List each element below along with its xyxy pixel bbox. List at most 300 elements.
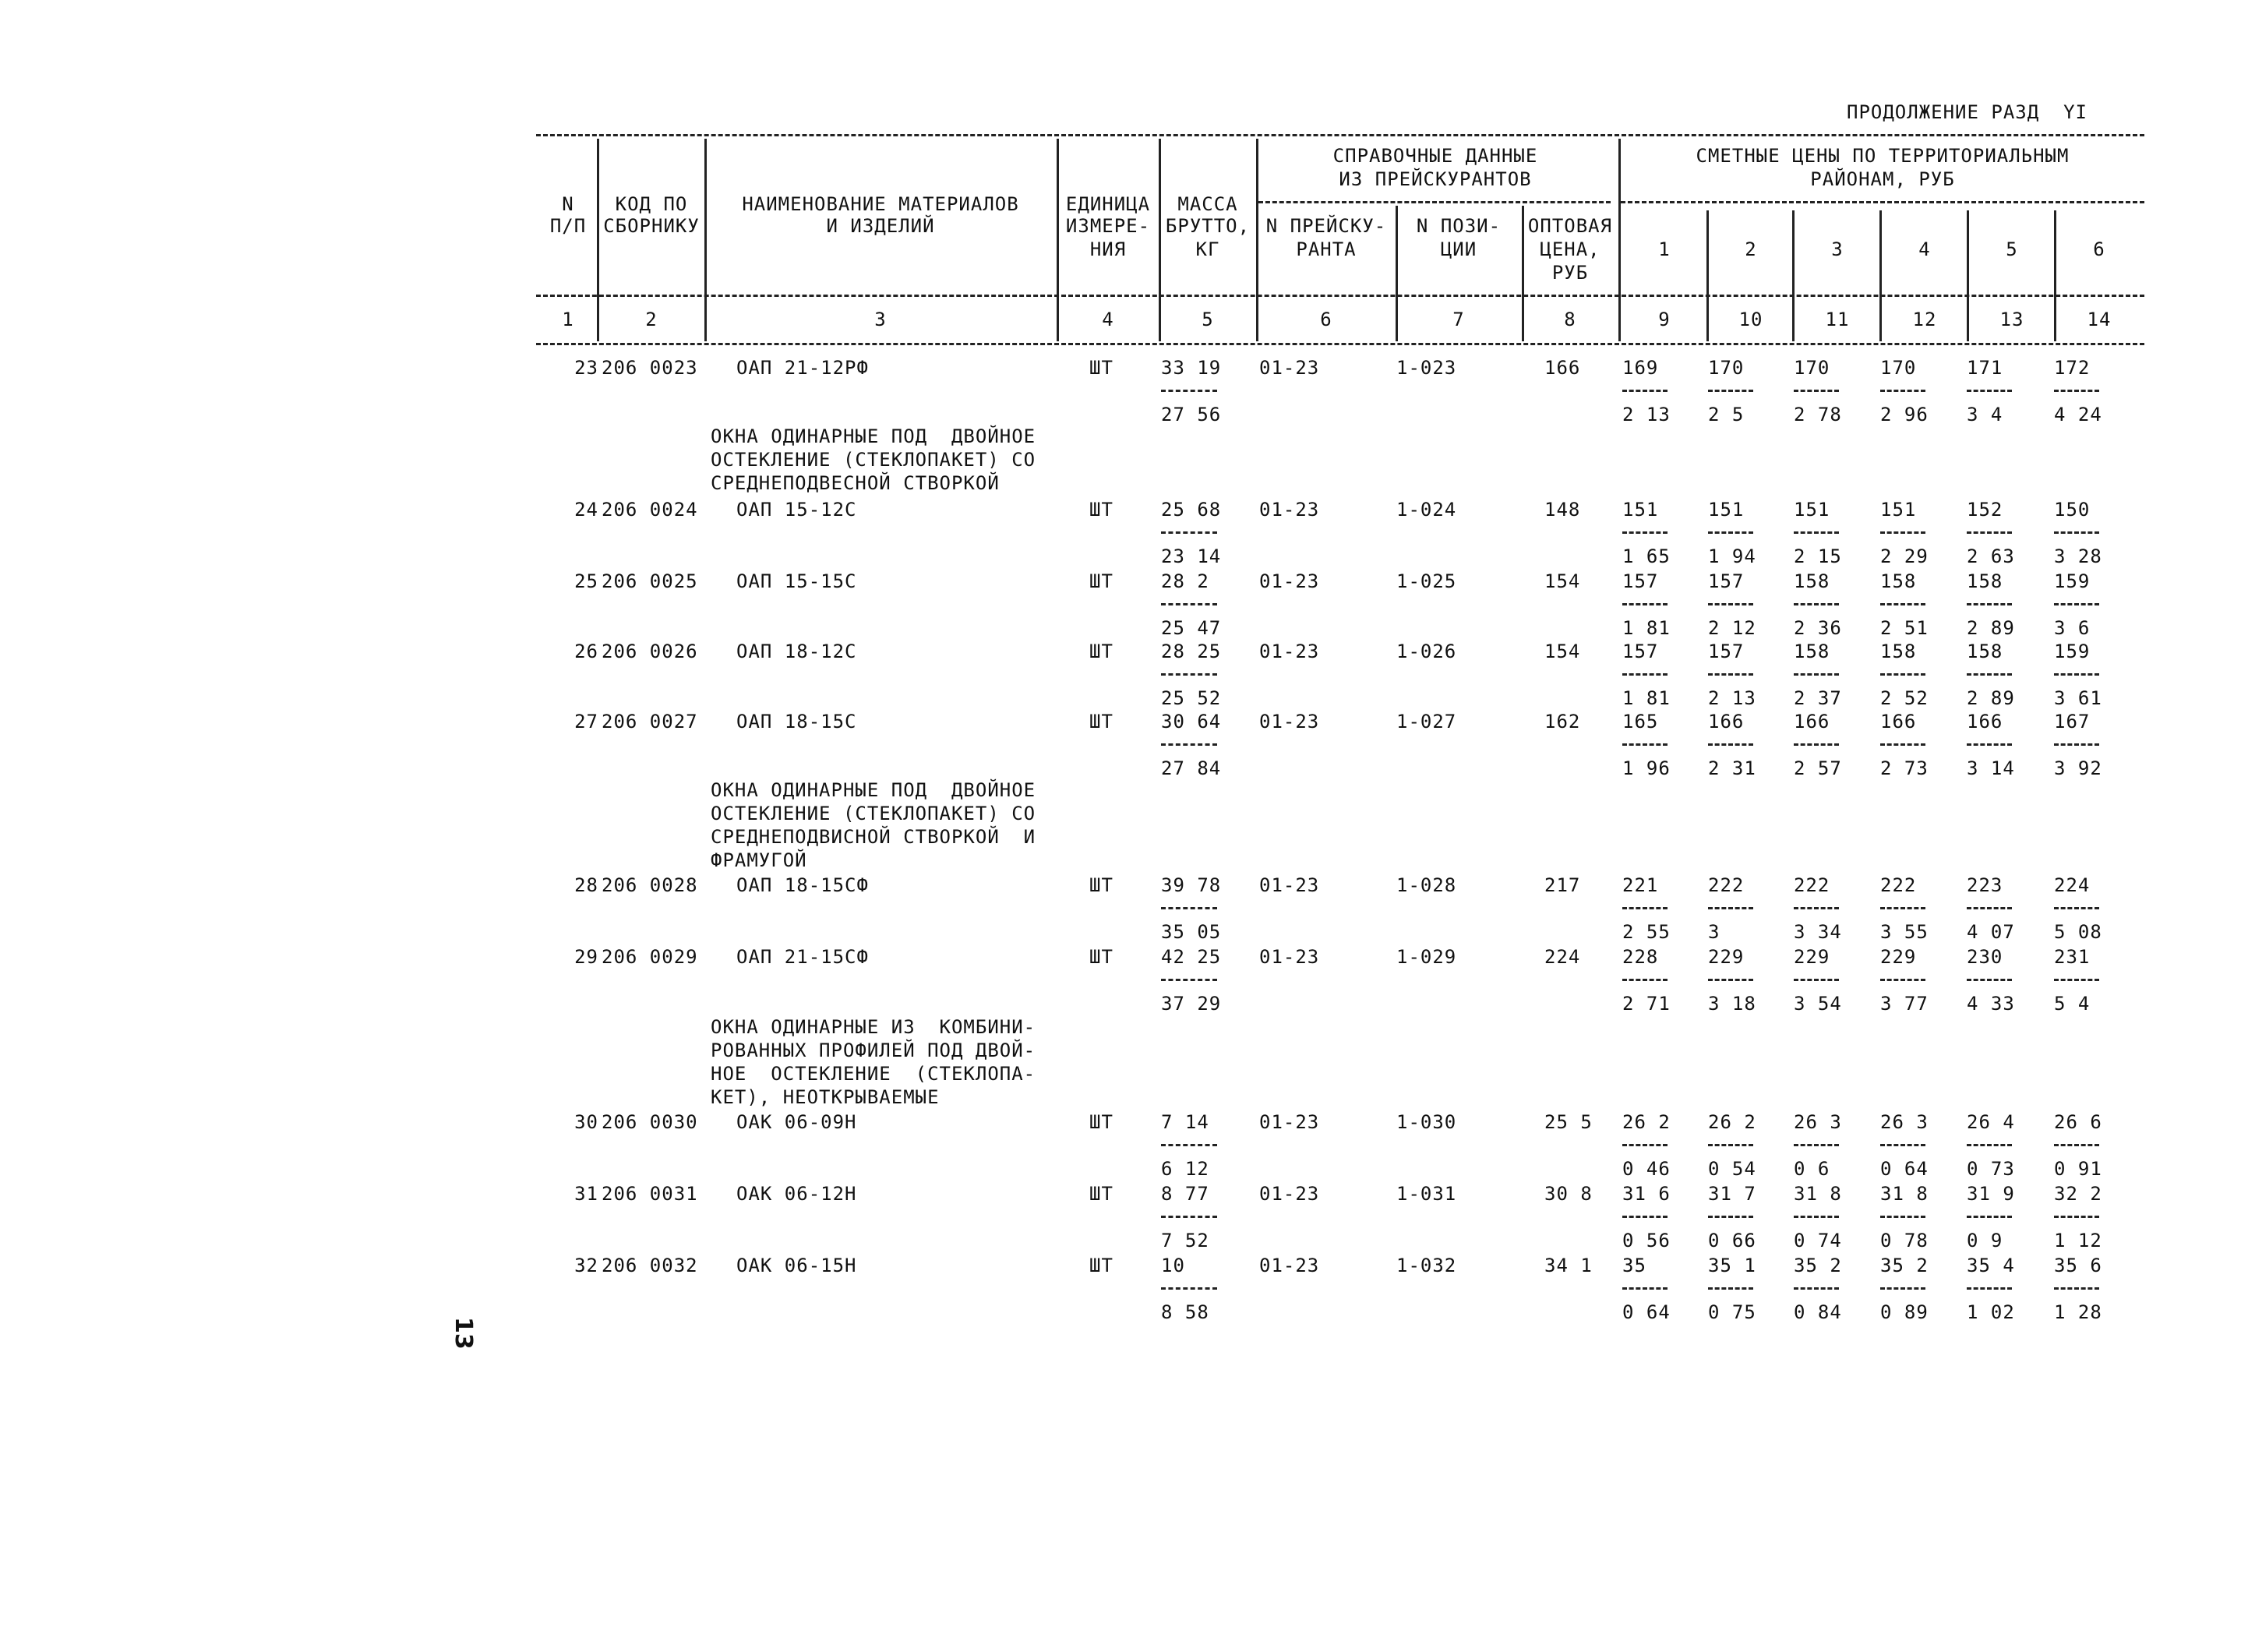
mass-fraction-line [1161,673,1217,676]
price-fraction-line [1794,673,1839,676]
price-fraction-line [1708,979,1753,981]
price-fraction-line [2054,531,2099,534]
price-fraction-line [1708,907,1753,909]
col5-h3: КГ [1195,238,1220,260]
section-title-3-line-3: НОЕ ОСТЕКЛЕНИЕ (СТЕКЛОПА- [711,1063,1036,1085]
row-region-price: 157 [1622,570,1659,592]
row-mass-lower: 8 58 [1161,1301,1209,1323]
price-fraction-line [1708,1287,1753,1290]
row-region-price-lower: 3 77 [1880,993,1929,1015]
col8-h2: ЦЕНА, [1540,238,1600,260]
row-region-price-lower: 2 96 [1880,404,1929,425]
row-mass: 42 25 [1161,946,1222,968]
row-unit: ШТ [1089,1255,1113,1276]
price-fraction-line [1708,673,1753,676]
row-region-price-lower: 2 78 [1794,404,1842,425]
col4-h1: ЕДИНИЦА [1065,193,1151,215]
price-fraction-line [1880,1287,1925,1290]
row-price-list: 01-23 [1259,946,1320,968]
price-fraction-line [1622,743,1668,746]
row-position: 1-026 [1396,641,1457,662]
price-fraction-line [1794,603,1839,605]
colnum-3: 3 [874,309,887,330]
row-wholesale-price: 34 1 [1544,1255,1593,1276]
row-mass-lower: 7 52 [1161,1230,1209,1251]
row-region-price: 26 4 [1967,1111,2015,1133]
row-region-price-lower: 2 63 [1967,545,2015,567]
row-region-price: 157 [1708,641,1745,662]
row-region-price: 150 [2054,499,2091,521]
mass-fraction-line [1161,531,1217,534]
row-wholesale-price: 154 [1544,641,1581,662]
ref-group-h2: ИЗ ПРЕЙСКУРАНТОВ [1339,168,1532,190]
price-fraction-line [1708,531,1753,534]
section-title-1-line-3: СРЕДНЕПОДВЕСНОЙ СТВОРКОЙ [711,472,1000,494]
row-mass-lower: 25 52 [1161,687,1222,709]
row-region-price-lower: 3 34 [1794,921,1842,943]
row-region-price: 26 2 [1708,1111,1756,1133]
row-region-price: 169 [1622,357,1659,379]
row-number: 30 [574,1111,598,1133]
row-name: ОАП 18-15С [736,711,857,732]
price-fraction-line [1967,1216,2012,1218]
section-title-2-line-3: СРЕДНЕПОДВИСНОЙ СТВОРКОЙ И [711,826,1036,848]
col5-h1: МАССА [1177,193,1238,215]
row-region-price: 35 6 [2054,1255,2102,1276]
col5-h2: БРУТТО, [1165,215,1251,237]
row-mass: 7 14 [1161,1111,1209,1133]
row-mass: 8 77 [1161,1183,1209,1205]
row-region-price-lower: 1 96 [1622,757,1671,779]
price-fraction-line [1967,1144,2012,1146]
row-region-price: 35 1 [1708,1255,1756,1276]
price-fraction-line [1880,390,1925,392]
price-fraction-line [1622,907,1668,909]
row-name: ОАП 18-12С [736,641,857,662]
row-position: 1-028 [1396,874,1457,896]
row-region-price: 223 [1967,874,2003,896]
price-fraction-line [1794,1287,1839,1290]
vline-13 [2054,210,2056,341]
vline-12 [1967,210,1969,341]
row-region-price-lower: 4 07 [1967,921,2015,943]
row-region-price: 31 6 [1622,1183,1671,1205]
price-fraction-line [2054,907,2099,909]
mass-fraction-line [1161,1216,1217,1218]
price-fraction-line [2054,603,2099,605]
row-region-price-lower: 1 02 [1967,1301,2015,1323]
section-title-2-line-1: ОКНА ОДИНАРНЫЕ ПОД ДВОЙНОЕ [711,779,1036,801]
row-mass-lower: 23 14 [1161,545,1222,567]
col2-h1: КОД ПО [615,193,688,215]
row-name: ОАК 06-09Н [736,1111,857,1133]
colnum-11: 11 [1825,309,1850,330]
price-fraction-line [2054,1216,2099,1218]
row-region-price: 158 [1967,641,2003,662]
row-wholesale-price: 217 [1544,874,1581,896]
row-region-price-lower: 0 84 [1794,1301,1842,1323]
row-name: ОАК 06-15Н [736,1255,857,1276]
row-region-price: 166 [1967,711,2003,732]
region-1: 1 [1658,238,1671,260]
price-fraction-line [1880,673,1925,676]
price-fraction-line [1967,531,2012,534]
vline-4 [1159,139,1161,341]
row-region-price: 26 6 [2054,1111,2102,1133]
row-region-price-lower: 1 65 [1622,545,1671,567]
col6-h2: РАНТА [1296,238,1357,260]
row-number: 31 [574,1183,598,1205]
row-code: 206 0028 [602,874,698,896]
price-group-h2: РАЙОНАМ, РУБ [1810,168,1955,190]
row-region-price-lower: 0 66 [1708,1230,1756,1251]
price-fraction-line [1708,743,1753,746]
row-price-list: 01-23 [1259,1183,1320,1205]
row-mass-lower: 6 12 [1161,1158,1209,1180]
row-position: 1-029 [1396,946,1457,968]
price-fraction-line [2054,743,2099,746]
continuation-header: ПРОДОЛЖЕНИЕ РАЗД YI [1847,101,2087,123]
row-mass-lower: 27 56 [1161,404,1222,425]
row-price-list: 01-23 [1259,641,1320,662]
row-region-price: 229 [1880,946,1917,968]
row-region-price-lower: 2 89 [1967,617,2015,639]
row-mass: 28 25 [1161,641,1222,662]
row-mass-lower: 35 05 [1161,921,1222,943]
colnum-13: 13 [1999,309,2024,330]
row-region-price: 230 [1967,946,2003,968]
colnum-5: 5 [1202,309,1214,330]
page-number: 13 [450,1317,477,1350]
row-name: ОАК 06-12Н [736,1183,857,1205]
vline-8 [1618,139,1621,341]
row-region-price-lower: 2 13 [1708,687,1756,709]
row-region-price: 31 7 [1708,1183,1756,1205]
row-wholesale-price: 224 [1544,946,1581,968]
price-fraction-line [1622,1144,1668,1146]
row-region-price: 224 [2054,874,2091,896]
row-mass: 25 68 [1161,499,1222,521]
header-number-rule [536,295,2144,297]
price-fraction-line [1880,1144,1925,1146]
row-region-price: 166 [1794,711,1830,732]
row-region-price-lower: 2 36 [1794,617,1842,639]
row-region-price: 158 [1880,641,1917,662]
row-region-price: 151 [1880,499,1917,521]
row-region-price: 152 [1967,499,2003,521]
row-region-price: 158 [1967,570,2003,592]
row-name: ОАП 15-12С [736,499,857,521]
row-unit: ШТ [1089,641,1113,662]
row-region-price-lower: 1 12 [2054,1230,2102,1251]
row-region-price: 171 [1967,357,2003,379]
row-unit: ШТ [1089,1183,1113,1205]
mass-fraction-line [1161,743,1217,746]
row-region-price: 229 [1794,946,1830,968]
colnum-1: 1 [562,309,574,330]
row-region-price-lower: 2 31 [1708,757,1756,779]
price-fraction-line [1967,743,2012,746]
region-6: 6 [2093,238,2105,260]
colnum-9: 9 [1658,309,1671,330]
col1-h2: П/П [549,215,587,237]
vline-1 [597,139,599,341]
row-code: 206 0031 [602,1183,698,1205]
row-number: 32 [574,1255,598,1276]
vline-9 [1706,210,1709,341]
section-title-3-line-1: ОКНА ОДИНАРНЫЕ ИЗ КОМБИНИ- [711,1016,1036,1038]
colnum-14: 14 [2087,309,2112,330]
row-region-price: 166 [1880,711,1917,732]
row-region-price: 229 [1708,946,1745,968]
colnum-7: 7 [1452,309,1465,330]
col8-h1: ОПТОВАЯ [1527,215,1613,237]
row-region-price: 170 [1794,357,1830,379]
price-fraction-line [2054,390,2099,392]
row-region-price-lower: 2 37 [1794,687,1842,709]
row-mass: 28 2 [1161,570,1209,592]
row-region-price: 159 [2054,570,2091,592]
row-region-price: 26 3 [1880,1111,1929,1133]
row-region-price-lower: 0 54 [1708,1158,1756,1180]
row-region-price-lower: 0 91 [2054,1158,2102,1180]
table-top-rule [536,134,2144,136]
row-region-price-lower: 2 13 [1622,404,1671,425]
row-region-price-lower: 0 64 [1622,1301,1671,1323]
row-region-price: 35 [1622,1255,1646,1276]
row-price-list: 01-23 [1259,1255,1320,1276]
row-wholesale-price: 25 5 [1544,1111,1593,1133]
price-fraction-line [1708,1144,1753,1146]
row-region-price: 165 [1622,711,1659,732]
row-name: ОАП 21-15СФ [736,946,869,968]
row-price-list: 01-23 [1259,357,1320,379]
mass-fraction-line [1161,907,1217,909]
row-region-price-lower: 2 15 [1794,545,1842,567]
row-region-price: 172 [2054,357,2091,379]
col2-h2: СБОРНИКУ [603,215,700,237]
row-region-price: 166 [1708,711,1745,732]
row-region-price-lower: 0 78 [1880,1230,1929,1251]
row-region-price-lower: 2 51 [1880,617,1929,639]
row-region-price-lower: 2 73 [1880,757,1929,779]
row-region-price: 26 3 [1794,1111,1842,1133]
price-fraction-line [1622,603,1668,605]
row-region-price: 35 2 [1794,1255,1842,1276]
row-wholesale-price: 30 8 [1544,1183,1593,1205]
price-fraction-line [1622,1287,1668,1290]
price-fraction-line [1794,390,1839,392]
row-region-price-lower: 1 94 [1708,545,1756,567]
row-position: 1-031 [1396,1183,1457,1205]
row-wholesale-price: 154 [1544,570,1581,592]
colnum-6: 6 [1320,309,1332,330]
row-position: 1-032 [1396,1255,1457,1276]
row-mass-lower: 25 47 [1161,617,1222,639]
row-code: 206 0027 [602,711,698,732]
row-price-list: 01-23 [1259,1111,1320,1133]
col3-h1: НАИМЕНОВАНИЕ МАТЕРИАЛОВ [742,193,1019,215]
row-region-price: 170 [1708,357,1745,379]
row-price-list: 01-23 [1259,499,1320,521]
row-position: 1-027 [1396,711,1457,732]
row-region-price-lower: 2 12 [1708,617,1756,639]
price-fraction-line [1967,907,2012,909]
row-region-price: 222 [1794,874,1830,896]
row-unit: ШТ [1089,357,1113,379]
row-code: 206 0029 [602,946,698,968]
row-number: 28 [574,874,598,896]
col7-h2: ЦИИ [1440,238,1477,260]
colnum-10: 10 [1738,309,1763,330]
region-5: 5 [2006,238,2018,260]
vline-5 [1256,139,1258,341]
price-fraction-line [1794,1216,1839,1218]
price-fraction-line [1794,1144,1839,1146]
row-region-price: 31 9 [1967,1183,2015,1205]
section-title-2-line-4: ФРАМУГОЙ [711,849,807,871]
price-fraction-line [1880,603,1925,605]
vline-6 [1396,206,1398,341]
row-wholesale-price: 166 [1544,357,1581,379]
row-mass-lower: 37 29 [1161,993,1222,1015]
row-region-price-lower: 1 81 [1622,617,1671,639]
row-region-price-lower: 3 4 [1967,404,2003,425]
section-title-3-line-4: КЕТ), НЕОТКРЫВАЕМЫЕ [711,1086,940,1108]
row-unit: ШТ [1089,874,1113,896]
row-region-price-lower: 2 57 [1794,757,1842,779]
section-title-1-line-1: ОКНА ОДИНАРНЫЕ ПОД ДВОЙНОЕ [711,425,1036,447]
row-region-price: 231 [2054,946,2091,968]
ref-group-h1: СПРАВОЧНЫЕ ДАННЫЕ [1332,145,1538,167]
row-region-price-lower: 3 92 [2054,757,2102,779]
vline-2 [704,139,707,341]
row-region-price: 31 8 [1880,1183,1929,1205]
row-name: ОАП 15-15С [736,570,857,592]
row-number: 27 [574,711,598,732]
colnum-4: 4 [1102,309,1114,330]
row-region-price: 228 [1622,946,1659,968]
price-fraction-line [1794,979,1839,981]
row-region-price-lower: 5 4 [2054,993,2091,1015]
row-region-price-lower: 2 5 [1708,404,1745,425]
row-region-price-lower: 5 08 [2054,921,2102,943]
price-fraction-line [1708,1216,1753,1218]
row-region-price-lower: 4 33 [1967,993,2015,1015]
row-mass: 33 19 [1161,357,1222,379]
mass-fraction-line [1161,1287,1217,1290]
row-code: 206 0023 [602,357,698,379]
price-group-rule [1621,201,2144,203]
row-region-price-lower: 3 14 [1967,757,2015,779]
vline-10 [1792,210,1795,341]
vline-11 [1879,210,1882,341]
price-fraction-line [1880,743,1925,746]
price-fraction-line [2054,673,2099,676]
price-fraction-line [1794,907,1839,909]
row-position: 1-024 [1396,499,1457,521]
row-region-price: 26 2 [1622,1111,1671,1133]
row-region-price-lower: 3 55 [1880,921,1929,943]
row-position: 1-023 [1396,357,1457,379]
price-fraction-line [1622,979,1668,981]
colnum-2: 2 [645,309,658,330]
col6-h1: N ПРЕЙСКУ- [1265,215,1387,237]
region-2: 2 [1745,238,1757,260]
row-name: ОАП 18-15СФ [736,874,869,896]
row-region-price-lower: 3 28 [2054,545,2102,567]
col4-h3: НИЯ [1089,238,1127,260]
mass-fraction-line [1161,979,1217,981]
row-region-price-lower: 2 55 [1622,921,1671,943]
row-region-price: 32 2 [2054,1183,2102,1205]
price-fraction-line [1622,390,1668,392]
row-mass: 30 64 [1161,711,1222,732]
section-title-3-line-2: РОВАННЫХ ПРОФИЛЕЙ ПОД ДВОЙ- [711,1040,1036,1061]
price-fraction-line [1794,743,1839,746]
row-region-price-lower: 2 52 [1880,687,1929,709]
row-region-price-lower: 0 64 [1880,1158,1929,1180]
price-fraction-line [2054,1144,2099,1146]
row-region-price: 158 [1794,570,1830,592]
col4-h2: ИЗМЕРЕ- [1065,215,1151,237]
row-price-list: 01-23 [1259,874,1320,896]
row-region-price-lower: 0 73 [1967,1158,2015,1180]
row-unit: ШТ [1089,499,1113,521]
row-unit: ШТ [1089,570,1113,592]
colnum-8: 8 [1564,309,1576,330]
row-region-price-lower: 0 6 [1794,1158,1830,1180]
price-fraction-line [1967,979,2012,981]
row-code: 206 0025 [602,570,698,592]
row-region-price: 35 2 [1880,1255,1929,1276]
row-region-price: 222 [1880,874,1917,896]
row-code: 206 0026 [602,641,698,662]
price-fraction-line [1967,673,2012,676]
row-name: ОАП 21-12РФ [736,357,869,379]
row-region-price: 157 [1622,641,1659,662]
row-region-price-lower: 3 [1708,921,1720,943]
price-fraction-line [1880,907,1925,909]
price-fraction-line [1708,390,1753,392]
price-fraction-line [1967,1287,2012,1290]
price-fraction-line [1967,390,2012,392]
price-fraction-line [1708,603,1753,605]
ref-group-rule [1258,201,1611,203]
col8-h3: РУБ [1551,262,1589,284]
price-fraction-line [1622,531,1668,534]
row-position: 1-030 [1396,1111,1457,1133]
row-wholesale-price: 162 [1544,711,1581,732]
row-region-price: 170 [1880,357,1917,379]
row-position: 1-025 [1396,570,1457,592]
mass-fraction-line [1161,390,1217,392]
price-fraction-line [2054,1287,2099,1290]
row-region-price-lower: 2 29 [1880,545,1929,567]
col1-h1: N [562,193,574,215]
row-region-price: 167 [2054,711,2091,732]
region-3: 3 [1831,238,1844,260]
row-number: 24 [574,499,598,521]
price-fraction-line [1794,531,1839,534]
row-region-price-lower: 0 46 [1622,1158,1671,1180]
row-unit: ШТ [1089,946,1113,968]
region-4: 4 [1918,238,1931,260]
vline-7 [1522,206,1524,341]
row-mass: 10 [1161,1255,1185,1276]
row-region-price: 151 [1794,499,1830,521]
row-price-list: 01-23 [1259,570,1320,592]
